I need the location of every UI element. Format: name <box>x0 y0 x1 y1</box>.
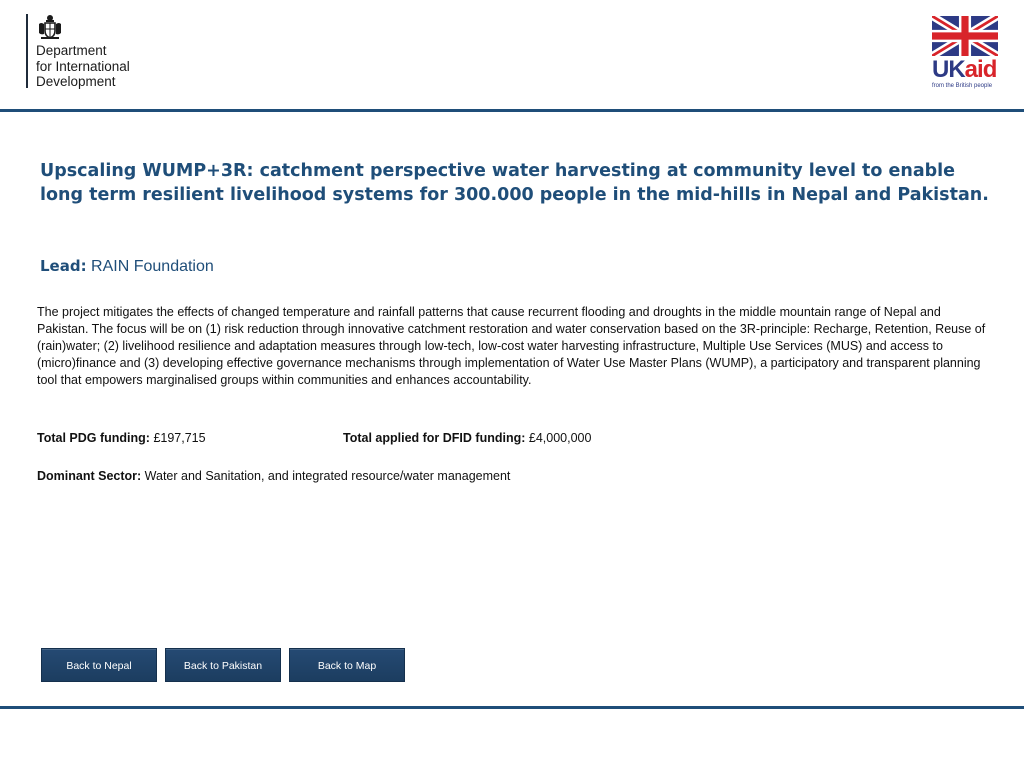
header-divider <box>0 109 1024 112</box>
project-lead <box>40 257 214 276</box>
project-description: The project mitigates the effects of changed temperature and rainfall patterns that cause recurrent flooding and droughts in the middle mountain range of Nepal and Pakistan. The focus will be on (1) risk reduction through innovative catchment restoration and water conservation based on the 3R-principle: Recharge, Retention, Reuse of (rain)water; (2) livelihood resilience and adaptation measures through low-tech, low-cost water harvesting infrastructure, Multiple Use Services (MUS) and access to (micro)finance and (3) developing effective governance mechanisms through implementation of Water Use Master Plans (WUMP), a participatory and transparent planning tool that empowers marginalised groups within communities and enhances accountability. <box>37 305 986 387</box>
ukaid-logo <box>932 16 1000 89</box>
dominant-sector <box>37 469 510 483</box>
lead-value: RAIN Foundation <box>91 258 214 275</box>
ukaid-uk-text: UK <box>932 56 965 83</box>
dfid-logo-divider <box>26 14 28 88</box>
pdg-funding-value: £197,715 <box>153 431 206 445</box>
royal-crest-icon <box>36 14 64 40</box>
back-to-map-button[interactable]: Back to Map <box>289 648 405 682</box>
ukaid-wordmark <box>932 58 1000 82</box>
project-title: Upscaling WUMP+3R: catchment perspective water harvesting at community level to enable long term resilient livelihood systems for 300.000 people in the mid-hills in Nepal and Pakistan. <box>40 161 989 205</box>
union-jack-flag-icon <box>932 16 998 56</box>
dfid-name-line-3: Development <box>36 74 116 89</box>
pdg-funding-label: Total PDG funding: <box>37 431 150 445</box>
dfid-funding <box>343 431 591 445</box>
dfid-name-line-2: for International <box>36 58 130 74</box>
dominant-sector-value: Water and Sanitation, and integrated resource/water management <box>144 469 511 483</box>
dfid-name-line-1: Department <box>36 43 107 58</box>
back-to-pakistan-button[interactable]: Back to Pakistan <box>165 648 281 682</box>
dfid-logo <box>26 14 130 88</box>
ukaid-tagline: from the British people <box>932 83 993 89</box>
ukaid-aid-text: aid <box>964 56 997 83</box>
lead-label: Lead: <box>40 257 87 275</box>
dfid-logo-text-block <box>36 14 130 90</box>
dfid-funding-label: Total applied for DFID funding: <box>343 431 526 445</box>
back-to-nepal-button[interactable]: Back to Nepal <box>41 648 157 682</box>
footer-divider <box>0 706 1024 709</box>
dfid-funding-value: £4,000,000 <box>528 431 592 445</box>
pdg-funding <box>37 431 206 445</box>
dominant-sector-label: Dominant Sector: <box>37 469 142 483</box>
